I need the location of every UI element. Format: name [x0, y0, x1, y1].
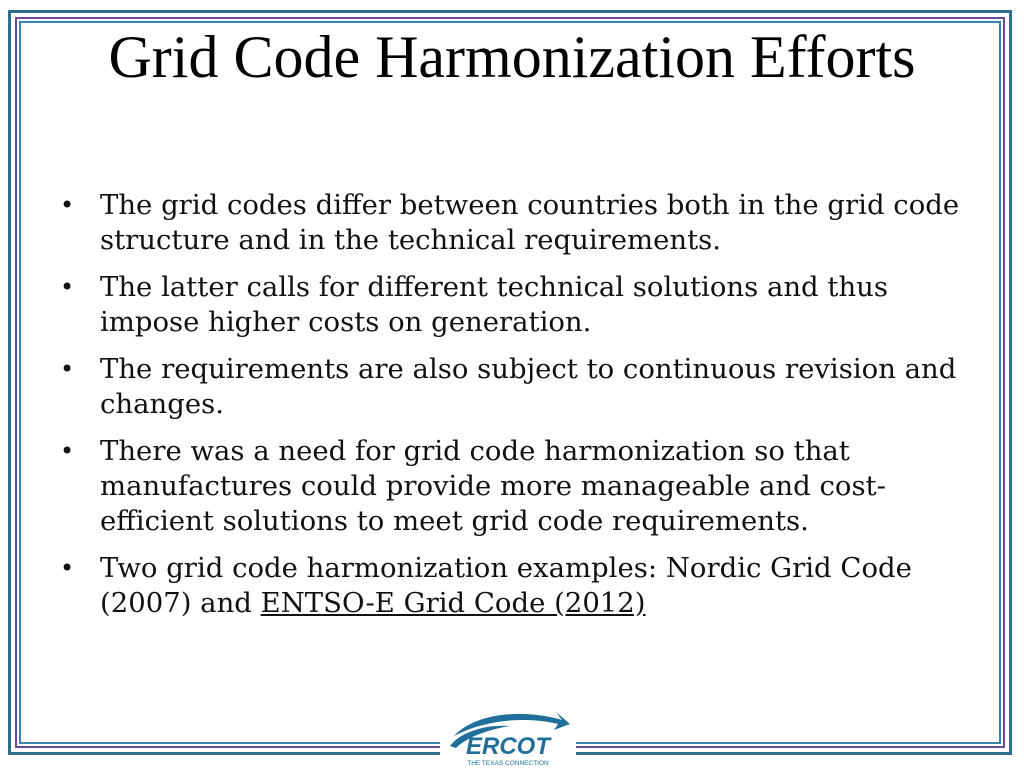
- bullet-text: The requirements are also subject to continuous revision and changes.: [100, 353, 957, 420]
- slide-title: Grid Code Harmonization Efforts: [108, 24, 916, 90]
- bullet-list: [56, 188, 966, 633]
- bullet-text: There was a need for grid code harmonization so that manufactures could provide more manageable and cost-efficient solutions to meet grid code requirements.: [100, 435, 886, 537]
- bullet-dot: •: [60, 437, 75, 465]
- bullet-dot: •: [60, 191, 75, 219]
- logo-wordmark: ERCOT: [466, 733, 550, 760]
- bullet-text: The latter calls for different technical solutions and thus impose higher costs on generation.: [100, 271, 888, 338]
- bullet-text: The grid codes differ between countries both in the grid code structure and in the technical requirements.: [100, 189, 960, 256]
- bullet-dot: •: [60, 554, 75, 582]
- ercot-logo: [440, 706, 576, 768]
- bullet-item: [56, 551, 966, 621]
- entsoe-grid-code-link[interactable]: ENTSO-E Grid Code (2012): [260, 587, 646, 619]
- bullet-dot: •: [60, 355, 75, 383]
- bullet-item: [56, 270, 966, 340]
- bullet-item: [56, 352, 966, 422]
- bullet-dot: •: [60, 273, 75, 301]
- bullet-text: Two grid code harmonization examples: Nordic Grid Code (2007) and: [100, 552, 912, 619]
- ercot-logo-icon: [440, 706, 576, 768]
- logo-tagline: THE TEXAS CONNECTION: [467, 760, 549, 767]
- bullet-item: [56, 188, 966, 258]
- bullet-item: [56, 434, 966, 539]
